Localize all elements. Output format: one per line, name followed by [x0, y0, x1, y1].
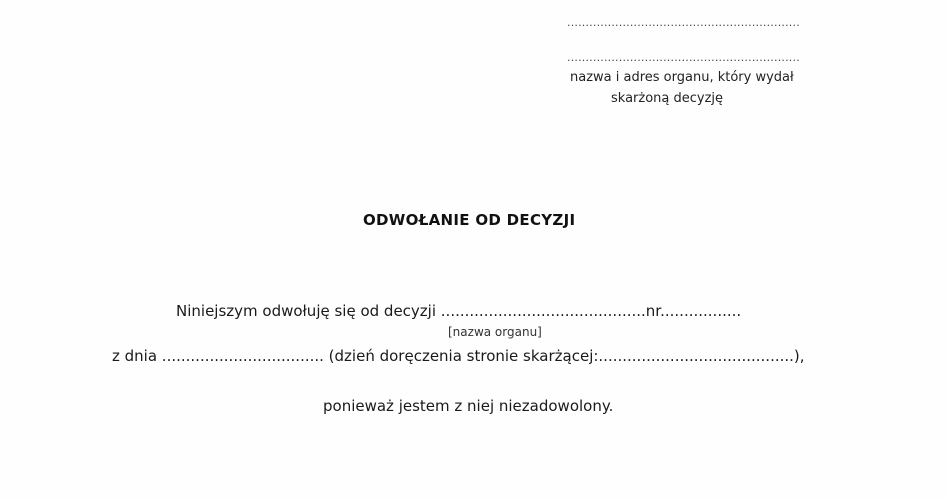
organ-caption-line-2: skarżoną decyzję	[611, 91, 724, 106]
organ-caption-line-1: nazwa i adres organu, który wydał	[570, 70, 794, 85]
reason-line: ponieważ jestem z niej niezadowolony.	[323, 397, 614, 415]
organ-name-field-line-2: ...............................................................	[567, 51, 800, 64]
organ-name-hint: [nazwa organu]	[448, 325, 542, 339]
date-line: z dnia .................................. (dzień doręczenia stronie skarżącej:.........................................),	[112, 347, 805, 365]
organ-name-field-line-1: ...............................................................	[567, 16, 800, 29]
document-title: ODWOŁANIE OD DECYZJI	[363, 211, 576, 229]
decision-line: Niniejszym odwołuję się od decyzji ...........................................nr.................	[176, 302, 742, 320]
